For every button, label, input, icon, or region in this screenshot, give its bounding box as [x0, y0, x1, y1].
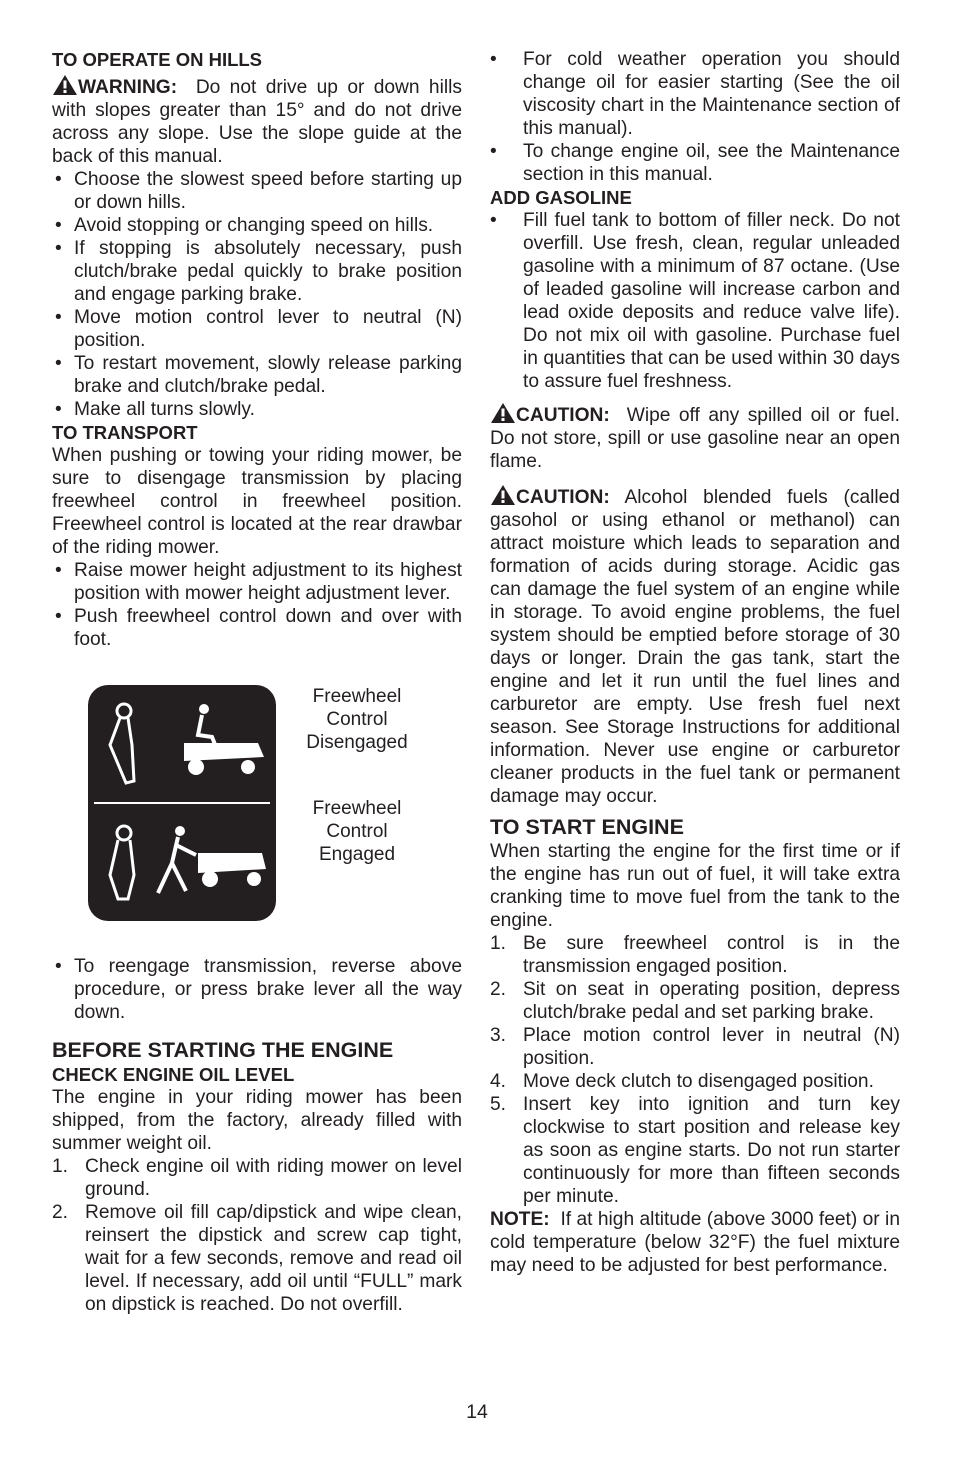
- warning-triangle-icon: [52, 74, 78, 96]
- list-item: • Avoid stopping or changing speed on hills.: [52, 214, 462, 237]
- warning-text: Do not drive up or down hills with slopes greater than 15° and do not drive across any slope. Use the slope guide at the back of this manual.: [52, 77, 462, 167]
- start-engine-paragraph: When starting the engine for the first time or if the engine has run out of fuel, it will take extra cranking time to move fuel from the tank to the engine.: [490, 841, 900, 931]
- warning-triangle-icon: [490, 402, 516, 424]
- oil-bullet-list: [490, 48, 900, 186]
- caution-label: CAUTION:: [516, 487, 610, 508]
- list-item: • Make all turns slowly.: [52, 398, 462, 421]
- list-item: • Raise mower height adjustment to its highest position with mower height adjustment lever.: [52, 559, 462, 605]
- check-oil-heading: CHECK ENGINE OIL LEVEL: [52, 1064, 295, 1085]
- gasoline-bullet-list: [490, 209, 900, 393]
- caption-disengaged: Freewheel Control Disengaged: [306, 686, 408, 753]
- list-item: 5. Insert key into ignition and turn key clockwise to start position and release key as soon as engine starts. Do not run starter continuously for more than fifteen seconds per minute.: [490, 1094, 900, 1207]
- list-item: 2. Remove oil fill cap/dipstick and wipe clean, reinsert the dipstick and screw cap tight, wait for a few seconds, remove and read oil level. If necessary, add oil until “FULL” mark on dipstick is reached. Do not overfill.: [52, 1202, 462, 1315]
- list-item: • Fill fuel tank to bottom of filler neck. Do not overfill. Use fresh, clean, regular unleaded gasoline with a minimum of 87 octane. (Use of leaded gasoline will increase carbon and lead oxide deposits and reduce valve life). Do not mix oil with gasoline. Purchase fuel in quantities that can be used within 30 days to assure fuel freshness.: [490, 209, 900, 393]
- hills-bullet-list: [52, 168, 462, 421]
- warning-triangle-icon: [490, 484, 516, 506]
- list-item: • For cold weather operation you should change oil for easier starting (See the oil viscosity chart in the Maintenance section of this manual).: [490, 48, 900, 140]
- check-oil-steps: [52, 1155, 462, 1316]
- caution-text: Alcohol blended fuels (called gasohol or using ethanol or methanol) can attract moisture which leads to separation and formation of acids during storage. Acidic gas can damage the fuel system of an engine while in storage. To avoid engine problems, the fuel system should be emptied before storage of 30 days or longer. Drain the gas tank, start the engine and let it run until the fuel lines and carburetor are empty. Use fresh fuel next season. See Storage Instructions for additional information. Never use engine or carburetor cleaner products in the fuel tank or permanent damage may occur.: [490, 487, 900, 807]
- transport-paragraph: When pushing or towing your riding mower, be sure to disengage transmission by placing freewheel control in freewheel position. Freewheel control is located at the rear drawbar of the riding mower.: [52, 445, 462, 558]
- freewheel-decal-image: [88, 685, 276, 921]
- start-engine-heading: TO START ENGINE: [490, 815, 684, 839]
- caution-label: CAUTION:: [516, 405, 610, 426]
- caution-text: Wipe off any spilled oil or fuel. Do not store, spill or use gasoline near an open flame.: [490, 405, 901, 472]
- list-item: 3. Place motion control lever in neutral (N) position.: [490, 1025, 900, 1069]
- list-item: • To change engine oil, see the Maintenance section in this manual.: [490, 140, 900, 186]
- start-engine-steps: [490, 932, 900, 1208]
- note: [490, 1208, 900, 1277]
- list-item: 2. Sit on seat in operating position, depress clutch/brake pedal and set parking brake.: [490, 979, 900, 1023]
- list-item: 1. Be sure freewheel control is in the transmission engaged position.: [490, 933, 900, 977]
- hills-warning: [52, 74, 462, 168]
- transport-bullet-list: [52, 559, 462, 651]
- list-item: 1. Check engine oil with riding mower on level ground.: [52, 1156, 462, 1200]
- note-label: NOTE:: [490, 1209, 550, 1230]
- freewheel-figure: [52, 661, 462, 941]
- list-item: • To restart movement, slowly release parking brake and clutch/brake pedal.: [52, 352, 462, 398]
- note-text: If at high altitude (above 3000 feet) or in cold temperature (below 32°F) the fuel mixture may need to be adjusted for best performance.: [490, 1209, 900, 1276]
- caption-engaged: Freewheel Control Engaged: [312, 798, 402, 865]
- list-item: • Push freewheel control down and over with foot.: [52, 605, 462, 651]
- before-start-heading: BEFORE STARTING THE ENGINE: [52, 1038, 394, 1062]
- transport-heading: TO TRANSPORT: [52, 422, 198, 443]
- list-item: • Choose the slowest speed before starting up or down hills.: [52, 168, 462, 214]
- list-item: • If stopping is absolutely necessary, push clutch/brake pedal quickly to brake position and engage parking brake.: [52, 237, 462, 306]
- caution-spill: [490, 402, 900, 473]
- list-item: • To reengage transmission, reverse above procedure, or press brake lever all the way down.: [52, 955, 462, 1024]
- list-item: • Move motion control lever to neutral (N) position.: [52, 306, 462, 352]
- warning-label: WARNING:: [78, 77, 178, 98]
- hills-heading: TO OPERATE ON HILLS: [52, 49, 263, 70]
- right-column: [490, 48, 900, 1277]
- caution-alcohol: [490, 484, 900, 808]
- left-column: [52, 48, 462, 1316]
- check-oil-paragraph: The engine in your riding mower has been shipped, from the factory, already filled with summer weight oil.: [52, 1087, 462, 1154]
- page-number: 14: [466, 1401, 488, 1423]
- gasoline-heading: ADD GASOLINE: [490, 187, 632, 208]
- list-item: 4. Move deck clutch to disengaged position.: [490, 1071, 874, 1092]
- reengage-bullet-list: [52, 955, 462, 1024]
